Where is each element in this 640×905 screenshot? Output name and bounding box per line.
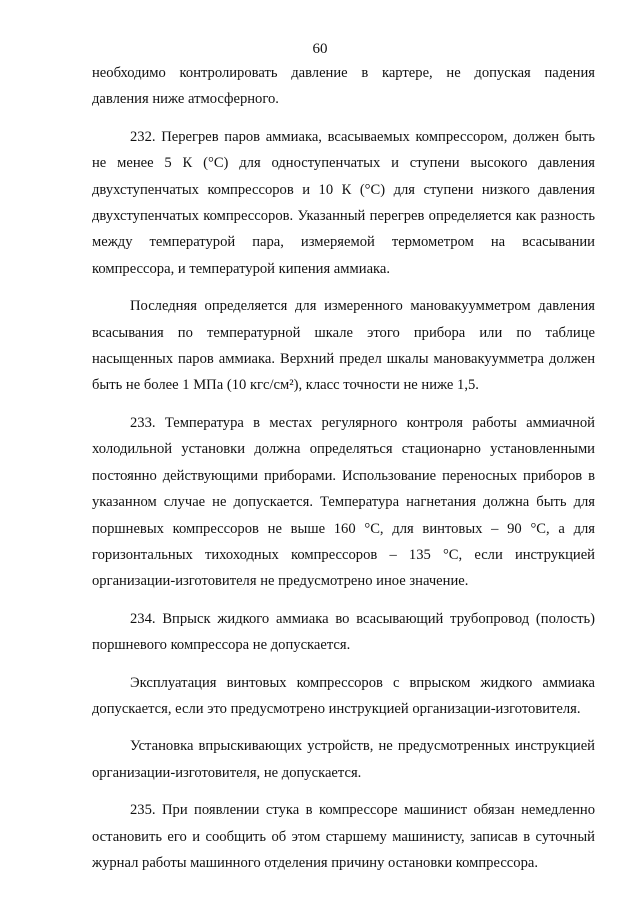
paragraph-text: При появлении стука в компрессоре машинист обязан немедленно остановить его и сообщить об этом старшему машинисту, записав в суточный журнал работы машинного отделения причину остановки компрессора. xyxy=(92,802,595,871)
paragraph-number: 232. xyxy=(130,128,156,145)
paragraph-number: 235. xyxy=(130,802,156,819)
paragraph-text: Эксплуатация винтовых компрессоров с впрыском жидкого аммиака допускается, если это предусмотрено инструкцией организации-изготовителя. xyxy=(92,674,595,717)
text-line: давления ниже атмосферного. xyxy=(92,91,279,108)
document-body xyxy=(92,60,595,876)
paragraph-injection-devices xyxy=(92,733,595,786)
paragraph-pressure-gauge xyxy=(92,293,595,399)
paragraph-text: Установка впрыскивающих устройств, не предусмотренных инструкцией организации-изготовителя, не допускается. xyxy=(92,738,595,781)
paragraph-continuation xyxy=(92,60,595,113)
paragraph-text: Перегрев паров аммиака, всасываемых компрессором, должен быть не менее 5 К (°С) для одноступенчатых и ступени высокого давления двухступенчатых компрессоров и 10 К (°С) для ступени низкого давления двухступенчатых компрессоров. Указанный перегрев определяется как разность между температурой пара, измеряемой термометром на всасывании компрессора, и температурой кипения аммиака. xyxy=(92,128,595,277)
paragraph-text: Впрыск жидкого аммиака во всасывающий трубопровод (полость) поршневого компрессора не допускается. xyxy=(92,610,595,654)
paragraph-233 xyxy=(92,410,595,595)
paragraph-234 xyxy=(92,606,595,659)
paragraph-screw-compressors xyxy=(92,670,595,723)
paragraph-232 xyxy=(92,124,595,282)
paragraph-235 xyxy=(92,797,595,876)
paragraph-number: 234. xyxy=(130,610,156,627)
paragraph-text: Последняя определяется для измеренного мановакуумметром давления всасывания по температурной шкале этого прибора или по таблице насыщенных паров аммиака. Верхний предел шкалы мановакуумметра должен быть не более 1 МПа (10 кгс/см²), класс точности не ниже 1,5. xyxy=(92,298,595,394)
text-line: необходимо контролировать давление в картере, не допуская падения xyxy=(92,65,595,81)
paragraph-number: 233. xyxy=(130,414,156,431)
paragraph-text: Температура в местах регулярного контроля работы аммиачной холодильной установки должна определяться стационарно установленными постоянно действующими приборами. Использование переносных приборов в указанном случае не допускается. Температура нагнетания должна быть для поршневых компрессоров не выше 160 °С, для винтовых – 90 °С, а для горизонтальных тихоходных компрессоров – 135 °С, если инструкцией организации-изготовителя не предусмотрено иное значение. xyxy=(92,414,595,590)
page-number: 60 xyxy=(312,41,328,57)
